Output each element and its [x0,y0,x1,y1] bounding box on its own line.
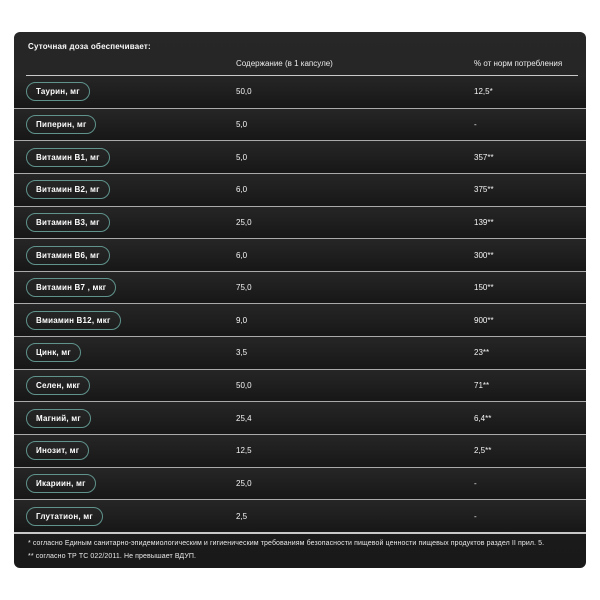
nutrient-pill [26,246,110,265]
table-row [14,304,586,337]
panel-title: Суточная доза обеспечивает: [28,42,151,51]
nutrient-label: Витамин В2, мг [36,185,100,195]
percent-value: - [474,511,477,521]
table-row [14,174,586,207]
content-value: 6,0 [236,250,248,260]
percent-value: 6,4** [474,413,492,423]
nutrient-pill [26,213,110,232]
percent-value: 71** [474,381,490,391]
percent-value: 12,5* [474,87,493,97]
nutrient-pill [26,278,116,297]
nutrient-pill [26,441,89,460]
content-value: 25,4 [236,413,252,423]
table-row [14,207,586,240]
nutrient-label: Селен, мкг [36,381,81,391]
percent-value: 2,5** [474,446,492,456]
nutrient-pill [26,474,96,493]
nutrient-pill [26,409,91,428]
table-row [14,109,586,142]
content-value: 5,0 [236,119,248,129]
footnotes [28,537,576,563]
content-value: 9,0 [236,315,248,325]
nutrient-pill [26,115,96,134]
column-header-content: Содержание (в 1 капсуле) [236,59,333,68]
nutrient-label: Витамин В1, мг [36,152,100,162]
percent-value: 375** [474,185,494,195]
nutrient-pill [26,180,110,199]
nutrient-label: Витамин В6, мг [36,250,100,260]
percent-value: 357** [474,152,494,162]
percent-value: 900** [474,315,494,325]
percent-value: 23** [474,348,490,358]
content-value: 50,0 [236,381,252,391]
nutrient-label: Глутатион, мг [36,511,93,521]
column-header-percent: % от норм потребления [474,59,563,68]
nutrient-label: Витамин В3, мг [36,217,100,227]
nutrient-pill [26,311,121,330]
percent-value: - [474,479,477,488]
content-value: 25,0 [236,479,252,488]
nutrient-label: Цинк, мг [36,348,71,358]
table-row [14,402,586,435]
nutrient-label: Магний, мг [36,413,81,423]
nutrient-label: Пиперин, мг [36,119,87,129]
footnote-1: * согласно Единым санитарно-эпидемиологическим и гигиеническим требованиям безопасности пищевой ценности пищевых продуктов раздел II прил. 5. [28,540,545,547]
content-value: 2,5 [236,511,248,521]
nutrient-label: Витамин В7 , мкг [36,283,107,293]
content-value: 12,5 [236,446,252,456]
table-row [14,76,586,109]
content-value: 50,0 [236,87,252,97]
nutrient-label: Вмиамин В12, мкг [36,315,111,325]
nutrient-table [14,76,586,534]
nutrient-pill [26,148,110,167]
content-value: 6,0 [236,185,248,195]
percent-value: 139** [474,217,494,227]
nutrient-label: Таурин, мг [36,87,80,97]
content-value: 5,0 [236,152,248,162]
percent-value: 300** [474,250,494,260]
footnote-2: ** согласно ТР ТС 022/2011. Не превышает ВДУП. [28,553,197,560]
table-row [14,435,586,468]
table-row [14,500,586,532]
supplement-facts-panel [14,32,586,568]
content-value: 3,5 [236,348,248,358]
table-row [14,239,586,272]
percent-value: - [474,119,477,129]
table-row [14,337,586,370]
content-value: 75,0 [236,283,252,293]
nutrient-label: Икариин, мг [36,479,86,488]
nutrient-pill [26,82,90,101]
nutrient-pill [26,376,90,395]
nutrient-pill [26,507,103,526]
table-row [14,272,586,305]
table-row [14,468,586,501]
table-row [14,141,586,174]
nutrient-pill [26,343,81,362]
nutrient-label: Инозит, мг [36,446,80,456]
content-value: 25,0 [236,217,252,227]
percent-value: 150** [474,283,494,293]
table-row [14,370,586,403]
